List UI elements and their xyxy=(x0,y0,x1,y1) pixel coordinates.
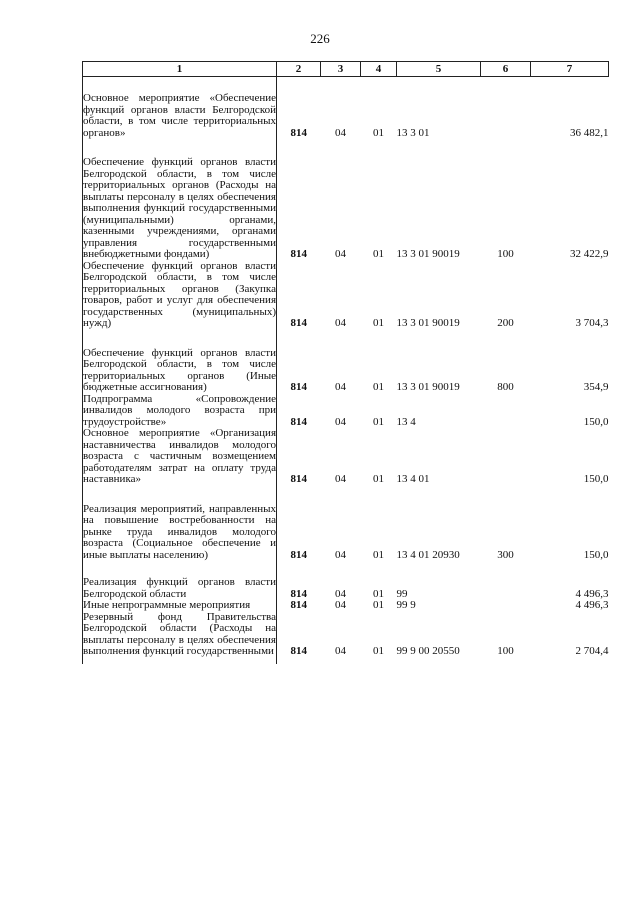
table-row xyxy=(83,612,609,658)
row-grbs-code: 814 xyxy=(290,317,307,329)
table-row xyxy=(83,348,609,394)
spacer-cell xyxy=(321,561,361,577)
spacer-cell xyxy=(397,77,481,94)
spacer-cell xyxy=(397,139,481,157)
row-grbs-code: 814 xyxy=(290,587,307,600)
row-target-article: 13 4 01 xyxy=(396,473,430,485)
spacer-cell xyxy=(481,330,531,348)
row-spacer xyxy=(83,330,609,348)
spacer-cell xyxy=(361,139,397,157)
table-row xyxy=(83,261,609,330)
row-section-code: 04 xyxy=(335,126,346,139)
column-header-1: 1 xyxy=(83,62,277,77)
spacer-cell xyxy=(277,486,321,504)
spacer-cell xyxy=(397,486,481,504)
spacer-cell xyxy=(481,658,531,664)
row-amount: 354,9 xyxy=(583,381,609,393)
row-subsection-code: 01 xyxy=(373,415,384,428)
row-target-article: 13 4 01 20930 xyxy=(396,548,460,561)
spacer-cell xyxy=(361,658,397,664)
spacer-cell xyxy=(321,139,361,157)
spacer-cell xyxy=(83,658,277,664)
spacer-cell xyxy=(481,139,531,157)
row-grbs-code: 814 xyxy=(290,381,307,393)
spacer-cell xyxy=(321,658,361,664)
row-grbs-code: 814 xyxy=(290,599,307,611)
row-subsection-code: 01 xyxy=(373,645,384,657)
row-name: Резервный фонд Правительства Белгородской области (Расходы на выплаты персоналу в целях обеспечения выполнения функций государственными xyxy=(83,610,276,657)
row-section-code: 04 xyxy=(335,473,346,485)
row-target-article: 99 xyxy=(396,587,408,600)
spacer-cell xyxy=(531,658,609,664)
spacer-cell xyxy=(83,486,277,504)
row-subsection-code: 01 xyxy=(373,317,384,329)
spacer-cell xyxy=(531,77,609,94)
table-body xyxy=(83,77,609,664)
column-header-2: 2 xyxy=(277,62,321,77)
row-expense-type xyxy=(481,428,531,486)
row-name: Обеспечение функций органов власти Белгородской области, в том числе территориальных органов (Закупка товаров, работ и услуг для обеспечения государственных (муниципальных) нужд) xyxy=(83,259,276,329)
row-grbs-code: 814 xyxy=(290,126,307,139)
spacer-cell xyxy=(277,330,321,348)
row-section-code: 04 xyxy=(335,248,346,260)
spacer-cell xyxy=(531,330,609,348)
spacer-cell xyxy=(481,561,531,577)
spacer-cell xyxy=(321,77,361,94)
budget-table xyxy=(82,61,609,664)
row-subsection-code: 01 xyxy=(373,599,384,611)
table-row xyxy=(83,157,609,261)
row-subsection-code: 01 xyxy=(373,587,384,600)
row-target-article: 13 4 xyxy=(396,415,416,428)
column-header-3: 3 xyxy=(321,62,361,77)
table-row xyxy=(83,394,609,429)
table-row xyxy=(83,577,609,600)
row-expense-type xyxy=(481,577,531,600)
row-amount: 150,0 xyxy=(583,473,609,485)
spacer-cell xyxy=(397,561,481,577)
row-name: Реализация мероприятий, направленных на повышение востребованности на рынке труда инвалидов молодого возраста (Социальное обеспечение и иные выплаты населению) xyxy=(83,502,276,561)
row-expense-type xyxy=(481,394,531,429)
table-header-row xyxy=(83,62,609,77)
table-row xyxy=(83,93,609,139)
row-amount: 3 704,3 xyxy=(575,317,609,329)
row-spacer xyxy=(83,139,609,157)
row-section-code: 04 xyxy=(335,381,346,393)
spacer-cell xyxy=(361,561,397,577)
row-expense-type: 100 xyxy=(497,248,514,260)
row-subsection-code: 01 xyxy=(373,126,384,139)
row-amount: 4 496,3 xyxy=(575,599,609,611)
spacer-cell xyxy=(397,330,481,348)
row-amount: 32 422,9 xyxy=(570,248,609,260)
row-target-article: 13 3 01 90019 xyxy=(396,248,460,260)
spacer-cell xyxy=(83,139,277,157)
row-amount: 4 496,3 xyxy=(575,587,609,600)
row-spacer xyxy=(83,77,609,94)
row-grbs-code: 814 xyxy=(290,548,307,561)
column-header-6: 6 xyxy=(481,62,531,77)
spacer-cell xyxy=(531,486,609,504)
row-spacer xyxy=(83,658,609,664)
row-target-article: 13 3 01 90019 xyxy=(396,381,460,393)
spacer-cell xyxy=(277,561,321,577)
row-name: Обеспечение функций органов власти Белгородской области, в том числе территориальных органов (Иные бюджетные ассигнования) xyxy=(83,346,276,393)
row-amount: 150,0 xyxy=(583,415,609,428)
row-target-article: 99 9 00 20550 xyxy=(396,645,460,657)
row-target-article: 13 3 01 90019 xyxy=(396,317,460,329)
row-expense-type xyxy=(481,600,531,612)
row-subsection-code: 01 xyxy=(373,473,384,485)
row-section-code: 04 xyxy=(335,317,346,329)
row-amount: 36 482,1 xyxy=(570,126,609,139)
row-target-article: 99 9 xyxy=(396,599,416,611)
row-section-code: 04 xyxy=(335,645,346,657)
row-name: Иные непрограммные мероприятия xyxy=(83,600,277,612)
spacer-cell xyxy=(361,77,397,94)
row-subsection-code: 01 xyxy=(373,248,384,260)
row-spacer xyxy=(83,486,609,504)
row-section-code: 04 xyxy=(335,415,346,428)
spacer-cell xyxy=(83,561,277,577)
table-row xyxy=(83,428,609,486)
table-row xyxy=(83,504,609,562)
row-expense-type: 100 xyxy=(497,645,514,657)
row-name: Подпрограмма «Сопровождение инвалидов молодого возраста при трудоустройстве» xyxy=(83,392,276,428)
row-name: Обеспечение функций органов власти Белгородской области, в том числе территориальных органов (Расходы на выплаты персоналу в целях обеспечения выполнения функций государственными (муниципальными) органами, казенными учреждениями, органами управления государственными внебюджетными фондами) xyxy=(83,156,276,260)
page-number: 226 xyxy=(310,31,330,46)
column-header-7: 7 xyxy=(531,62,609,77)
row-grbs-code: 814 xyxy=(290,645,307,657)
spacer-cell xyxy=(321,486,361,504)
column-header-5: 5 xyxy=(397,62,481,77)
row-section-code: 04 xyxy=(335,587,346,600)
spacer-cell xyxy=(83,77,277,94)
row-target-article: 13 3 01 xyxy=(396,126,430,139)
spacer-cell xyxy=(481,486,531,504)
table-row xyxy=(83,600,609,612)
spacer-cell xyxy=(321,330,361,348)
row-grbs-code: 814 xyxy=(290,248,307,260)
row-expense-type: 300 xyxy=(497,548,514,561)
row-name: Основное мероприятие «Обеспечение функций органов власти Белгородской области, в том числе территориальных органов» xyxy=(83,92,276,139)
row-expense-type: 200 xyxy=(497,317,514,329)
spacer-cell xyxy=(481,77,531,94)
row-grbs-code: 814 xyxy=(290,415,307,428)
spacer-cell xyxy=(531,561,609,577)
row-section-code: 04 xyxy=(335,548,346,561)
row-subsection-code: 01 xyxy=(373,548,384,561)
row-name: Основное мероприятие «Организация наставничества инвалидов молодого возраста с частичным возмещением работодателям затрат на оплату труда наставника» xyxy=(83,427,276,485)
row-subsection-code: 01 xyxy=(373,381,384,393)
row-section-code: 04 xyxy=(335,599,346,611)
spacer-cell xyxy=(83,330,277,348)
spacer-cell xyxy=(277,77,321,94)
row-name: Реализация функций органов власти Белгородской области xyxy=(83,576,276,600)
row-amount: 150,0 xyxy=(583,548,609,561)
spacer-cell xyxy=(361,330,397,348)
row-expense-type xyxy=(481,93,531,139)
spacer-cell xyxy=(277,139,321,157)
row-spacer xyxy=(83,561,609,577)
spacer-cell xyxy=(361,486,397,504)
row-expense-type: 800 xyxy=(497,381,514,393)
row-grbs-code: 814 xyxy=(290,473,307,485)
column-header-4: 4 xyxy=(361,62,397,77)
row-amount: 2 704,4 xyxy=(575,645,609,657)
spacer-cell xyxy=(531,139,609,157)
spacer-cell xyxy=(397,658,481,664)
spacer-cell xyxy=(277,658,321,664)
